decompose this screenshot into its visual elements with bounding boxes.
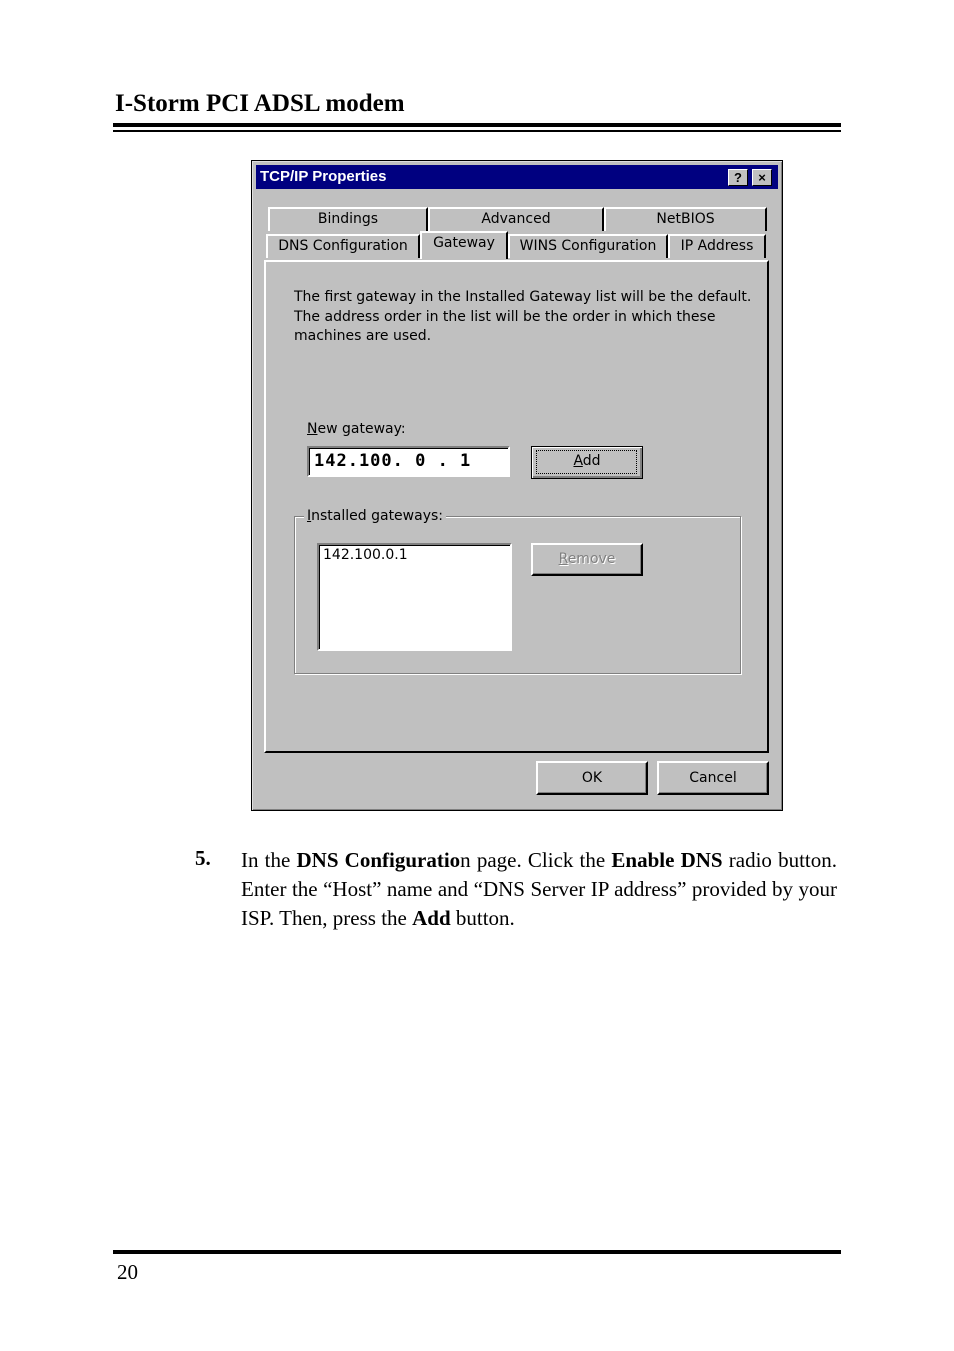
step-number: 5.	[195, 846, 211, 870]
new-gateway-accel: N	[307, 421, 318, 437]
instruction-text: n page. Click the	[460, 848, 612, 872]
installed-gateways-label	[304, 508, 446, 524]
new-gateway-value: 142.100. 0 . 1	[314, 451, 472, 471]
instruction-bold-add: Add	[412, 906, 451, 930]
add-button-label: dd	[582, 453, 601, 469]
instruction-text: In the	[241, 848, 297, 872]
tab-ip-address[interactable]: IP Address	[668, 234, 766, 258]
cancel-button[interactable]: Cancel	[657, 761, 769, 795]
tab-advanced[interactable]: Advanced	[428, 207, 604, 231]
dialog-title: TCP/IP Properties	[260, 168, 387, 185]
ok-button[interactable]: OK	[536, 761, 648, 795]
page-number: 20	[117, 1260, 138, 1284]
footer-rule	[113, 1250, 841, 1254]
remove-accel: R	[558, 551, 568, 567]
new-gateway-label-text: ew gateway:	[317, 421, 406, 437]
tab-wins-configuration[interactable]: WINS Configuration	[508, 234, 668, 258]
installed-label-text: nstalled gateways:	[311, 508, 443, 524]
step-instruction	[241, 846, 837, 933]
remove-button[interactable]	[531, 543, 643, 576]
installed-gateways-list[interactable]	[317, 543, 512, 651]
tcpip-properties-dialog	[251, 160, 783, 811]
instruction-bold-dns-configuration: DNS Configuratio	[296, 848, 461, 872]
gateway-description: The first gateway in the Installed Gateway list will be the default. The address order in the list will be the order in which these machines are used.	[294, 289, 752, 344]
close-button[interactable]	[752, 169, 772, 186]
instruction-text: radio button. Enter the “Host” name and “DNS Server IP address” provided by your ISP. Then, press the	[241, 848, 837, 930]
close-icon: ×	[758, 170, 766, 185]
help-button[interactable]: ?	[728, 169, 748, 186]
tab-bindings[interactable]: Bindings	[268, 207, 428, 231]
header-rule	[113, 123, 841, 127]
tab-netbios[interactable]: NetBIOS	[604, 207, 767, 231]
header-rule-thin	[113, 130, 841, 132]
installed-accel: I	[307, 508, 312, 524]
document-header-title: I-Storm PCI ADSL modem	[115, 90, 405, 117]
gateway-tab-panel	[264, 260, 769, 753]
tab-gateway[interactable]: Gateway	[420, 231, 508, 259]
instruction-text: button.	[450, 906, 515, 930]
add-accel: A	[573, 453, 583, 469]
add-button-focus	[536, 450, 637, 474]
tab-dns-configuration[interactable]: DNS Configuration	[266, 234, 420, 258]
dialog-titlebar	[256, 165, 778, 189]
new-gateway-input[interactable]	[307, 446, 510, 477]
list-item[interactable]: 142.100.0.1	[323, 547, 408, 563]
instruction-bold-enable-dns: Enable DNS	[611, 848, 723, 872]
new-gateway-label	[307, 421, 406, 437]
add-button[interactable]	[531, 446, 643, 479]
remove-button-label: emove	[567, 551, 616, 567]
